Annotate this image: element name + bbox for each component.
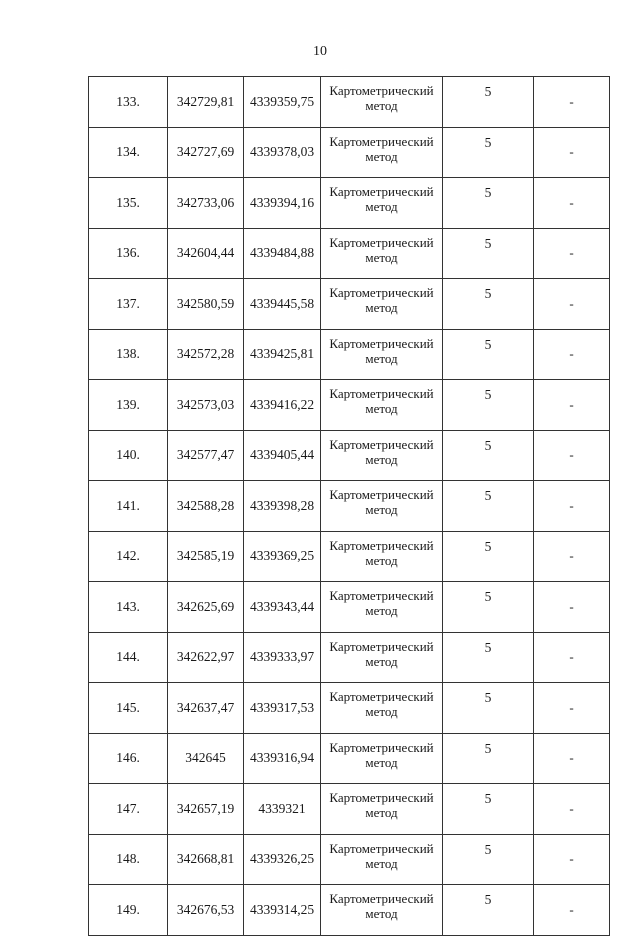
point-number-cell: 147. xyxy=(89,784,168,835)
x-coordinate-cell: 342729,81 xyxy=(168,77,244,128)
x-coordinate-cell: 342573,03 xyxy=(168,380,244,431)
table-row xyxy=(89,632,610,683)
note-cell: - xyxy=(534,784,610,835)
x-coordinate-cell: 342604,44 xyxy=(168,228,244,279)
point-number-cell: 138. xyxy=(89,329,168,380)
note-cell: - xyxy=(534,885,610,936)
accuracy-cell: 5 xyxy=(443,885,534,936)
point-number-cell: 148. xyxy=(89,834,168,885)
point-number-cell: 134. xyxy=(89,127,168,178)
accuracy-cell: 5 xyxy=(443,178,534,229)
method-cell: Картометрический метод xyxy=(321,582,443,633)
accuracy-cell: 5 xyxy=(443,834,534,885)
method-cell: Картометрический метод xyxy=(321,683,443,734)
y-coordinate-cell: 4339321 xyxy=(244,784,321,835)
table-row xyxy=(89,834,610,885)
y-coordinate-cell: 4339333,97 xyxy=(244,632,321,683)
table-row xyxy=(89,178,610,229)
method-cell: Картометрический метод xyxy=(321,228,443,279)
method-cell: Картометрический метод xyxy=(321,481,443,532)
method-cell: Картометрический метод xyxy=(321,380,443,431)
y-coordinate-cell: 4339314,25 xyxy=(244,885,321,936)
accuracy-cell: 5 xyxy=(443,733,534,784)
y-coordinate-cell: 4339398,28 xyxy=(244,481,321,532)
point-number-cell: 142. xyxy=(89,531,168,582)
x-coordinate-cell: 342727,69 xyxy=(168,127,244,178)
x-coordinate-cell: 342733,06 xyxy=(168,178,244,229)
point-number-cell: 137. xyxy=(89,279,168,330)
x-coordinate-cell: 342585,19 xyxy=(168,531,244,582)
y-coordinate-cell: 4339425,81 xyxy=(244,329,321,380)
y-coordinate-cell: 4339394,16 xyxy=(244,178,321,229)
table-row xyxy=(89,430,610,481)
x-coordinate-cell: 342625,69 xyxy=(168,582,244,633)
table-body xyxy=(89,77,610,936)
point-number-cell: 149. xyxy=(89,885,168,936)
table-row xyxy=(89,380,610,431)
y-coordinate-cell: 4339326,25 xyxy=(244,834,321,885)
x-coordinate-cell: 342572,28 xyxy=(168,329,244,380)
accuracy-cell: 5 xyxy=(443,279,534,330)
note-cell: - xyxy=(534,683,610,734)
y-coordinate-cell: 4339445,58 xyxy=(244,279,321,330)
point-number-cell: 144. xyxy=(89,632,168,683)
accuracy-cell: 5 xyxy=(443,632,534,683)
point-number-cell: 141. xyxy=(89,481,168,532)
note-cell: - xyxy=(534,279,610,330)
table-row xyxy=(89,228,610,279)
accuracy-cell: 5 xyxy=(443,77,534,128)
method-cell: Картометрический метод xyxy=(321,178,443,229)
table-row xyxy=(89,784,610,835)
note-cell: - xyxy=(534,127,610,178)
table-row xyxy=(89,683,610,734)
page-number: 10 xyxy=(313,44,327,59)
method-cell: Картометрический метод xyxy=(321,632,443,683)
point-number-cell: 139. xyxy=(89,380,168,431)
point-number-cell: 136. xyxy=(89,228,168,279)
y-coordinate-cell: 4339359,75 xyxy=(244,77,321,128)
note-cell: - xyxy=(534,632,610,683)
table-row xyxy=(89,481,610,532)
point-number-cell: 146. xyxy=(89,733,168,784)
x-coordinate-cell: 342657,19 xyxy=(168,784,244,835)
method-cell: Картометрический метод xyxy=(321,430,443,481)
y-coordinate-cell: 4339378,03 xyxy=(244,127,321,178)
accuracy-cell: 5 xyxy=(443,127,534,178)
method-cell: Картометрический метод xyxy=(321,77,443,128)
point-number-cell: 133. xyxy=(89,77,168,128)
note-cell: - xyxy=(534,228,610,279)
x-coordinate-cell: 342637,47 xyxy=(168,683,244,734)
table-row xyxy=(89,733,610,784)
table-row xyxy=(89,582,610,633)
point-number-cell: 145. xyxy=(89,683,168,734)
accuracy-cell: 5 xyxy=(443,228,534,279)
note-cell: - xyxy=(534,733,610,784)
table-row xyxy=(89,329,610,380)
method-cell: Картометрический метод xyxy=(321,885,443,936)
note-cell: - xyxy=(534,582,610,633)
point-number-cell: 135. xyxy=(89,178,168,229)
y-coordinate-cell: 4339405,44 xyxy=(244,430,321,481)
method-cell: Картометрический метод xyxy=(321,784,443,835)
point-number-cell: 140. xyxy=(89,430,168,481)
note-cell: - xyxy=(534,531,610,582)
table-row xyxy=(89,127,610,178)
x-coordinate-cell: 342676,53 xyxy=(168,885,244,936)
note-cell: - xyxy=(534,430,610,481)
y-coordinate-cell: 4339316,94 xyxy=(244,733,321,784)
method-cell: Картометрический метод xyxy=(321,834,443,885)
accuracy-cell: 5 xyxy=(443,481,534,532)
note-cell: - xyxy=(534,77,610,128)
point-number-cell: 143. xyxy=(89,582,168,633)
x-coordinate-cell: 342588,28 xyxy=(168,481,244,532)
method-cell: Картометрический метод xyxy=(321,279,443,330)
x-coordinate-cell: 342577,47 xyxy=(168,430,244,481)
y-coordinate-cell: 4339416,22 xyxy=(244,380,321,431)
accuracy-cell: 5 xyxy=(443,531,534,582)
table-row xyxy=(89,531,610,582)
method-cell: Картометрический метод xyxy=(321,733,443,784)
method-cell: Картометрический метод xyxy=(321,127,443,178)
note-cell: - xyxy=(534,481,610,532)
method-cell: Картометрический метод xyxy=(321,329,443,380)
accuracy-cell: 5 xyxy=(443,582,534,633)
note-cell: - xyxy=(534,834,610,885)
table-row xyxy=(89,279,610,330)
accuracy-cell: 5 xyxy=(443,380,534,431)
coordinates-table xyxy=(88,76,610,936)
accuracy-cell: 5 xyxy=(443,683,534,734)
x-coordinate-cell: 342622,97 xyxy=(168,632,244,683)
accuracy-cell: 5 xyxy=(443,329,534,380)
note-cell: - xyxy=(534,329,610,380)
y-coordinate-cell: 4339317,53 xyxy=(244,683,321,734)
accuracy-cell: 5 xyxy=(443,430,534,481)
table-row xyxy=(89,885,610,936)
y-coordinate-cell: 4339343,44 xyxy=(244,582,321,633)
y-coordinate-cell: 4339484,88 xyxy=(244,228,321,279)
y-coordinate-cell: 4339369,25 xyxy=(244,531,321,582)
x-coordinate-cell: 342580,59 xyxy=(168,279,244,330)
note-cell: - xyxy=(534,380,610,431)
method-cell: Картометрический метод xyxy=(321,531,443,582)
note-cell: - xyxy=(534,178,610,229)
table-row xyxy=(89,77,610,128)
x-coordinate-cell: 342668,81 xyxy=(168,834,244,885)
x-coordinate-cell: 342645 xyxy=(168,733,244,784)
accuracy-cell: 5 xyxy=(443,784,534,835)
